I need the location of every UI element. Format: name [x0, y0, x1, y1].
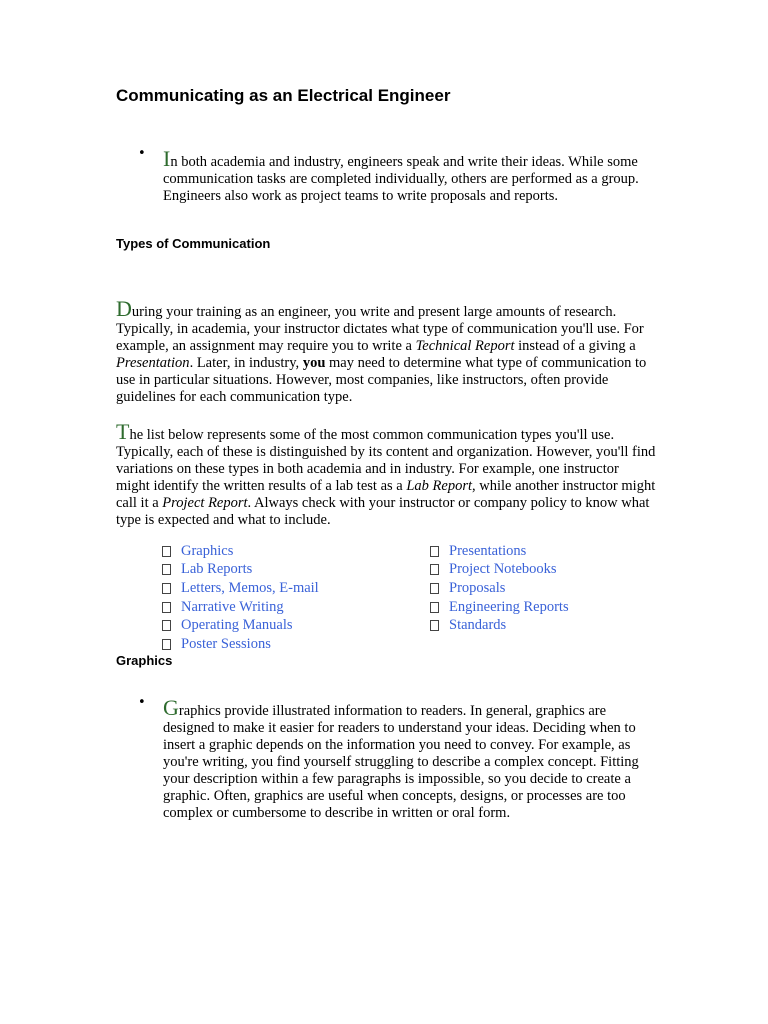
- text-run-italic: Technical Report: [415, 338, 515, 354]
- intro-text: n both academia and industry, engineers speak and write their ideas. While some communication tasks are completed individually, others are performed as a group. Engineers also work as project teams to write proposals and reports.: [163, 154, 639, 204]
- page-title: Communicating as an Electrical Engineer: [116, 86, 451, 105]
- checkbox-icon: [430, 546, 439, 557]
- link-project-notebooks[interactable]: Project Notebooks: [449, 561, 557, 578]
- bullet-dot: •: [138, 695, 146, 710]
- text-run-italic: Lab Report: [406, 478, 472, 494]
- graphics-paragraph: [163, 695, 655, 822]
- list-item: [428, 561, 569, 580]
- checkbox-icon: [162, 546, 171, 557]
- text-run: he list below represents some of the most common communication types you'll use. Typically, each of these is distinguished by its content and organization. However, you'll find variations on these types in both academia and in industry. For example, one instructor might identify the written results of a lab test as a: [116, 427, 656, 494]
- link-letters-memos-email[interactable]: Letters, Memos, E-mail: [181, 579, 319, 596]
- checkbox-icon: [430, 620, 439, 631]
- checkbox-icon: [430, 602, 439, 613]
- list-item: [160, 579, 319, 598]
- text-run: . Later, in industry,: [189, 355, 303, 371]
- drop-cap: D: [116, 296, 132, 321]
- drop-cap: T: [116, 419, 130, 444]
- checkbox-icon: [162, 583, 171, 594]
- graphics-text: raphics provide illustrated information to readers. In general, graphics are designed to make it easier for readers to understand your ideas. Deciding when to insert a graphic depends on the information you need to convey. For example, as you're writing, you find yourself struggling to describe a complex concept. Fitting your description within a few paragraphs is impossible, so you decide to create a graphic. Often, graphics are useful when concepts, designs, or processes are too complex or cumbersome to describe in written or oral form.: [163, 703, 639, 821]
- list-item: [160, 542, 319, 561]
- list-item: [160, 561, 319, 580]
- list-item: [160, 616, 319, 635]
- checkbox-icon: [162, 564, 171, 575]
- checkbox-icon: [430, 583, 439, 594]
- paragraph-training: [116, 296, 656, 406]
- list-item: [160, 635, 319, 654]
- section-heading-graphics: Graphics: [116, 653, 173, 668]
- text-run-italic: Presentation: [116, 355, 190, 371]
- list-item: [428, 616, 569, 635]
- text-run-italic: Project Report: [162, 495, 248, 511]
- text-run: . Always check with your instructor or company policy to know what type is expected and what to include.: [116, 495, 650, 528]
- link-lab-reports[interactable]: Lab Reports: [181, 561, 253, 578]
- link-presentations[interactable]: Presentations: [449, 542, 527, 559]
- drop-cap: G: [163, 695, 179, 720]
- list-item: [428, 598, 569, 617]
- communication-types-list-right: [428, 542, 569, 635]
- checkbox-icon: [430, 564, 439, 575]
- link-proposals[interactable]: Proposals: [449, 579, 506, 596]
- link-operating-manuals[interactable]: Operating Manuals: [181, 617, 293, 634]
- text-run: may need to determine what type of communication to use in particular situations. However, most companies, like instructors, often provide guidelines for each communication type.: [116, 355, 647, 405]
- link-standards[interactable]: Standards: [449, 617, 507, 634]
- text-run: instead of a giving a: [514, 338, 636, 354]
- checkbox-icon: [162, 639, 171, 650]
- link-graphics[interactable]: Graphics: [181, 542, 234, 559]
- drop-cap: I: [163, 146, 171, 171]
- checkbox-icon: [162, 602, 171, 613]
- text-run: , while another instructor might call it a: [116, 478, 656, 511]
- paragraph-list-intro: [116, 419, 656, 529]
- bullet-dot: •: [138, 146, 146, 161]
- list-item: [428, 579, 569, 598]
- list-item: [160, 598, 319, 617]
- checkbox-icon: [162, 620, 171, 631]
- communication-types-list-left: [160, 542, 319, 654]
- section-heading-types: Types of Communication: [116, 236, 271, 251]
- intro-paragraph: [163, 146, 655, 205]
- text-run-bold: you: [302, 355, 326, 371]
- text-run: uring your training as an engineer, you write and present large amounts of research. Typically, in academia, your instructor dictates what type of communication you'll use. For example, an assignment may require you to write a: [116, 304, 644, 354]
- link-narrative-writing[interactable]: Narrative Writing: [181, 598, 284, 615]
- link-engineering-reports[interactable]: Engineering Reports: [449, 598, 569, 615]
- list-item: [428, 542, 569, 561]
- link-poster-sessions[interactable]: Poster Sessions: [181, 635, 271, 652]
